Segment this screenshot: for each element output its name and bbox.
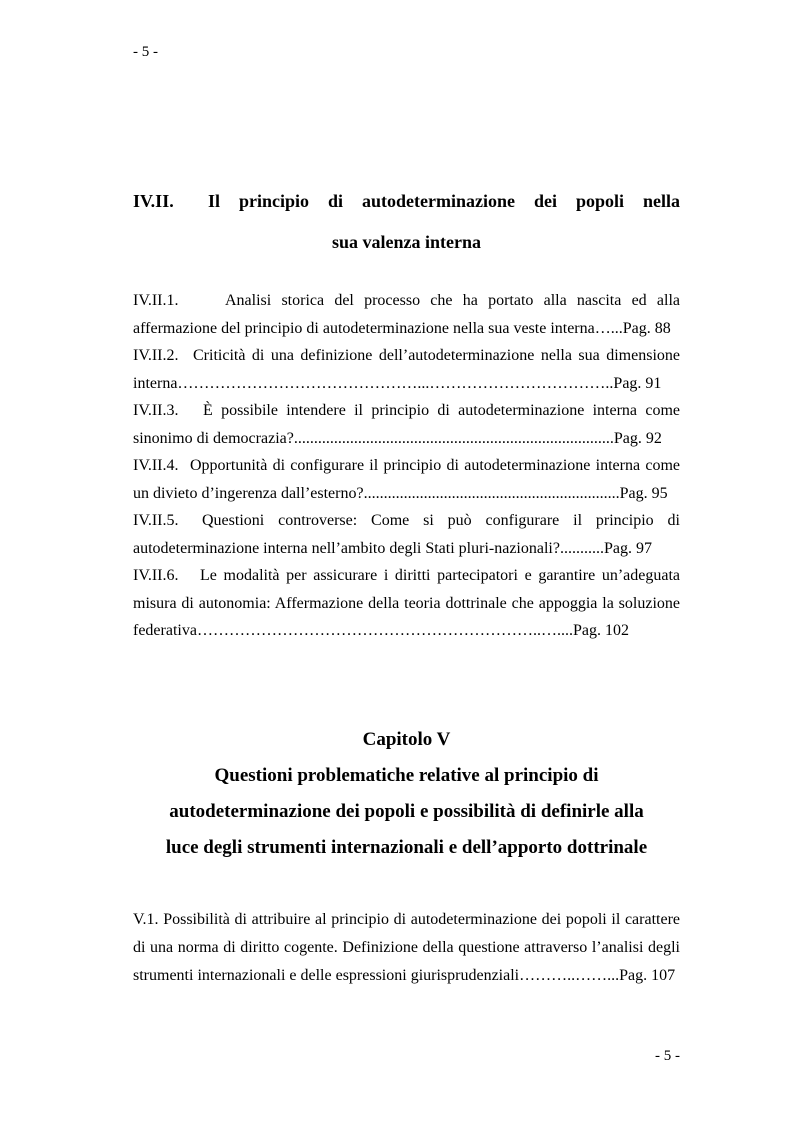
section-heading <box>133 181 680 263</box>
chapter-title-line2: autodeterminazione dei popoli e possibilità di definirle alla <box>169 801 644 822</box>
toc-entry-number: IV.II.4. <box>133 457 179 474</box>
toc-entry-page: Pag. 88 <box>622 319 671 337</box>
toc-entry-number: IV.II.2. <box>133 347 179 364</box>
toc-entry-number: IV.II.1. <box>133 292 179 309</box>
chapter-label: Capitolo V <box>362 729 451 750</box>
toc-entry-page: Pag. 91 <box>613 374 662 392</box>
chapter-title-line1: Questioni problematiche relative al principio di <box>214 765 599 786</box>
toc-entry-number: IV.II.6. <box>133 567 179 584</box>
toc-entry-leader: ........... <box>559 539 604 557</box>
table-of-contents <box>133 287 680 645</box>
toc-entry-text: Opportunità di configurare il principio di autodeterminazione interna come un divieto d’ingerenza dall’esterno? <box>133 457 680 502</box>
footer-page-number: - 5 - <box>655 1048 680 1064</box>
toc-entry-page: Pag. 92 <box>613 429 662 447</box>
toc-entry <box>133 452 680 507</box>
toc-entry-page: Pag. 95 <box>619 484 668 502</box>
toc-entry <box>133 342 680 397</box>
toc-entry-text: Questioni controverse: Come si può configurare il principio di autodeterminazione interna nell’ambito degli Stati pluri-nazionali? <box>133 512 680 557</box>
toc-entry <box>133 287 680 342</box>
toc-entry-page: Pag. 107 <box>619 967 676 984</box>
toc-entry-leader: …... <box>594 319 623 337</box>
section-heading-line1 <box>133 181 680 222</box>
toc-entry-page: Pag. 97 <box>603 539 652 557</box>
toc-entry-text: Criticità di una definizione dell’autodeterminazione nella sua dimensione interna <box>133 347 680 392</box>
toc-entry-leader: ………………………………………………………..….... <box>196 622 573 639</box>
section-title-line1: Il principio di autodeterminazione dei popoli nella <box>208 191 680 211</box>
chapter-title-line3: luce degli strumenti internazionali e dell’apporto dottrinale <box>165 837 648 858</box>
toc-entry <box>133 507 680 562</box>
toc-entry-leader: ................................................................ <box>363 484 620 502</box>
toc-entry <box>133 562 680 645</box>
toc-entry-number: IV.II.5. <box>133 512 179 529</box>
chapter-v-entry <box>133 906 680 990</box>
header-page-number: - 5 - <box>133 44 158 60</box>
toc-entry-number: IV.II.3. <box>133 402 179 419</box>
toc-entry-text: Possibilità di attribuire al principio di autodeterminazione dei popoli il carattere di una norma di diritto cogente. Definizione della questione attraverso l’analisi degli strumenti internazionali e delle espressioni giurisprudenziali <box>133 911 681 984</box>
toc-entry-text: Le modalità per assicurare i diritti partecipatori e garantire un’adeguata misura di autonomia: Affermazione della teoria dottrinale che appoggia la soluzione federativa <box>133 567 680 639</box>
toc-entry-text: Analisi storica del processo che ha portato alla nascita ed alla affermazione del principio di autodeterminazione nella sua veste interna <box>133 292 680 337</box>
toc-entry-number: V.1. <box>133 911 159 928</box>
toc-entry-leader: ................................................................................ <box>293 429 614 447</box>
toc-entry <box>133 397 680 452</box>
toc-entry-leader: ………………………………………...…………………………….. <box>177 374 614 392</box>
toc-entry <box>133 906 680 990</box>
toc-entry-text: È possibile intendere il principio di autodeterminazione interna come sinonimo di democrazia? <box>133 402 680 447</box>
section-number: IV.II. <box>133 191 174 211</box>
toc-entry-leader: ………..……... <box>519 967 620 984</box>
toc-entry-page: Pag. 102 <box>572 622 629 639</box>
section-title-line2: sua valenza interna <box>331 232 481 252</box>
chapter-heading <box>133 722 680 866</box>
